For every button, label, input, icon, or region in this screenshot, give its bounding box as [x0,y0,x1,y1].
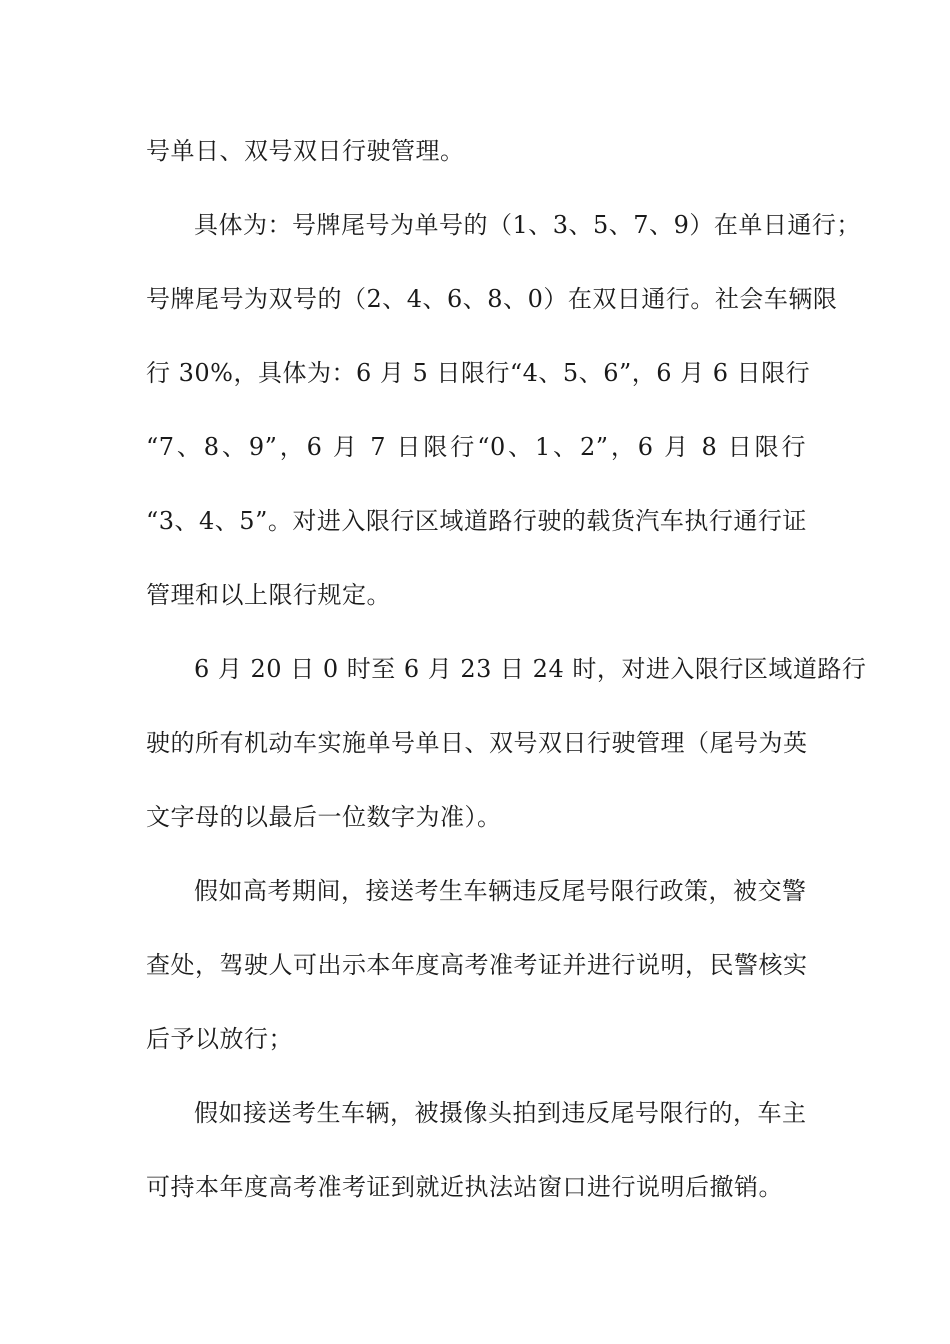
paragraph-line: 驶的所有机动车实施单号单日、双号双日行驶管理（尾号为英 [146,729,808,757]
paragraph-line: 6 月 20 日 0 时至 6 月 23 日 24 时，对进入限行区域道路行 [194,655,867,683]
paragraph-line: “3、4、5”。对进入限行区域道路行驶的载货汽车执行通行证 [146,507,807,535]
paragraph-line: 假如高考期间，接送考生车辆违反尾号限行政策，被交警 [194,877,807,905]
paragraph-line: 具体为：号牌尾号为单号的（1、3、5、7、9）在单日通行； [194,211,861,239]
paragraph-line: 管理和以上限行规定。 [146,581,391,609]
document-body [146,120,867,1230]
paragraph-line: 文字母的以最后一位数字为准）。 [146,803,502,831]
paragraph-line: 后予以放行； [146,1025,293,1053]
paragraph-line: 号牌尾号为双号的（2、4、6、8、0）在双日通行。社会车辆限 [146,285,838,313]
paragraph-line: 行 30%，具体为：6 月 5 日限行“4、5、6”，6 月 6 日限行 [146,359,811,387]
paragraph-line: 查处，驾驶人可出示本年度高考准考证并进行说明，民警核实 [146,951,808,979]
paragraph-line: 假如接送考生车辆，被摄像头拍到违反尾号限行的，车主 [194,1099,807,1127]
paragraph-line: “7、8、9”，6 月 7 日限行“0、1、2”，6 月 8 日限行 [146,433,806,461]
paragraph-line: 号单日、双号双日行驶管理。 [146,137,465,165]
paragraph-line: 可持本年度高考准考证到就近执法站窗口进行说明后撤销。 [146,1173,783,1201]
